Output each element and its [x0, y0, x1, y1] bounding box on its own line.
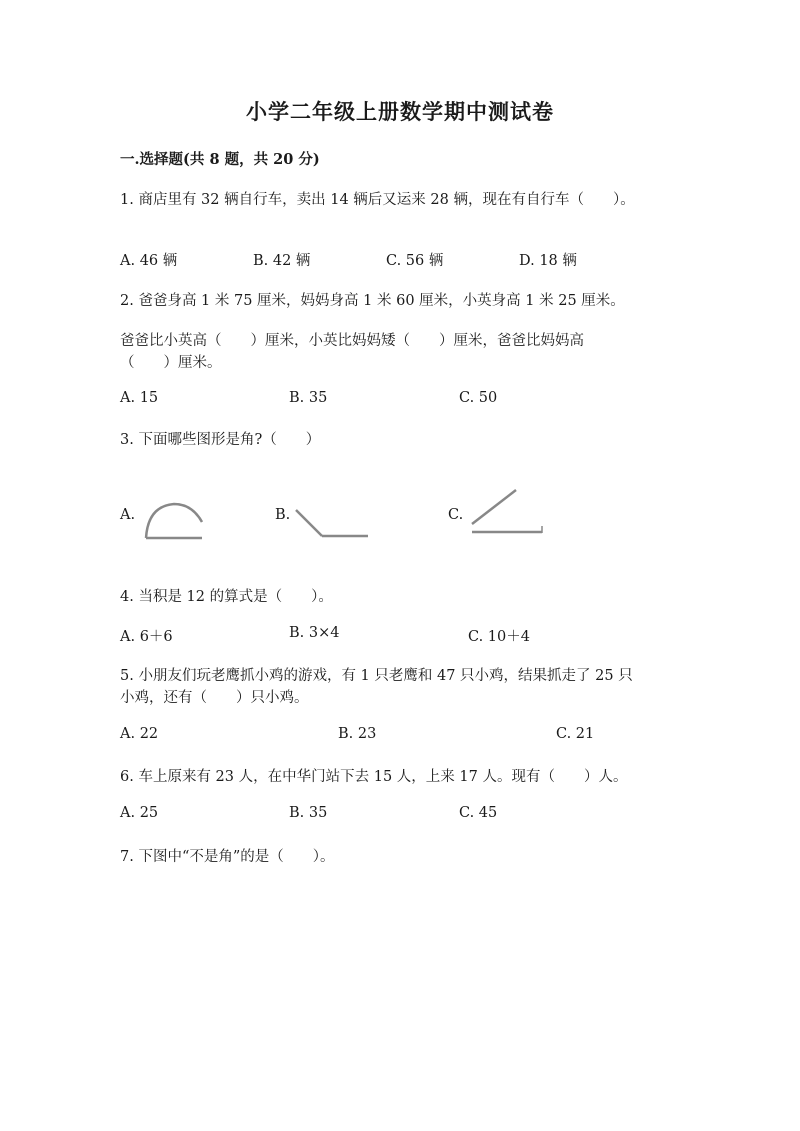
question-6-option-b: B. 35 — [289, 805, 328, 821]
page-title: 小学二年级上册数学期中测试卷 — [246, 99, 554, 124]
question-4-text: 4. 当积是 12 的算式是（ ）。 — [120, 589, 333, 605]
question-3-option-a: A. — [120, 507, 136, 523]
question-1-option-a: A. 46 辆 — [120, 253, 178, 269]
question-1-text: 1. 商店里有 32 辆自行车，卖出 14 辆后又运来 28 辆，现在有自行车（ ）。 — [120, 192, 635, 208]
question-1-option-d: D. 18 辆 — [519, 253, 577, 269]
question-2-text-line3: （ ）厘米。 — [120, 355, 222, 371]
question-1-option-b: B. 42 辆 — [253, 253, 311, 269]
angle-figure — [466, 486, 550, 538]
question-4-option-c: C. 10＋4 — [468, 629, 530, 645]
question-4-option-a: A. 6＋6 — [120, 629, 173, 645]
question-5-text: 5. 小朋友们玩老鹰抓小鸡的游戏，有 1 只老鹰和 47 只小鸡，结果抓走了 25 只 — [120, 668, 633, 684]
question-6-option-c: C. 45 — [459, 805, 498, 821]
question-4-option-b: B. 3×4 — [289, 625, 340, 641]
question-2-option-b: B. 35 — [289, 390, 328, 406]
question-3-option-c: C. — [448, 507, 464, 523]
question-5-text-line2: 小鸡，还有（ ）只小鸡。 — [120, 690, 309, 706]
question-7-text: 7. 下图中“不是角”的是（ ）。 — [120, 849, 335, 865]
question-6-option-a: A. 25 — [120, 805, 159, 821]
question-6-text: 6. 车上原来有 23 人，在中华门站下去 15 人，上来 17 人。现有（ ）人。 — [120, 769, 628, 785]
question-5-option-b: B. 23 — [338, 726, 377, 742]
arc-figure — [140, 500, 210, 544]
open-angle-figure — [292, 506, 372, 542]
question-3-option-b: B. — [275, 507, 291, 523]
question-2-option-c: C. 50 — [459, 390, 498, 406]
question-1-option-c: C. 56 辆 — [386, 253, 444, 269]
question-5-option-a: A. 22 — [120, 726, 159, 742]
question-2-text-line2: 爸爸比小英高（ ）厘米，小英比妈妈矮（ ）厘米，爸爸比妈妈高 — [120, 333, 584, 349]
question-2-option-a: A. 15 — [120, 390, 159, 406]
question-2-text: 2. 爸爸身高 1 米 75 厘米，妈妈身高 1 米 60 厘米，小英身高 1 米 25 厘米。 — [120, 293, 625, 309]
question-5-option-c: C. 21 — [556, 726, 595, 742]
question-3-text: 3. 下面哪些图形是角?（ ） — [120, 432, 321, 448]
section-heading: 一.选择题(共 8 题，共 20 分) — [120, 151, 320, 168]
